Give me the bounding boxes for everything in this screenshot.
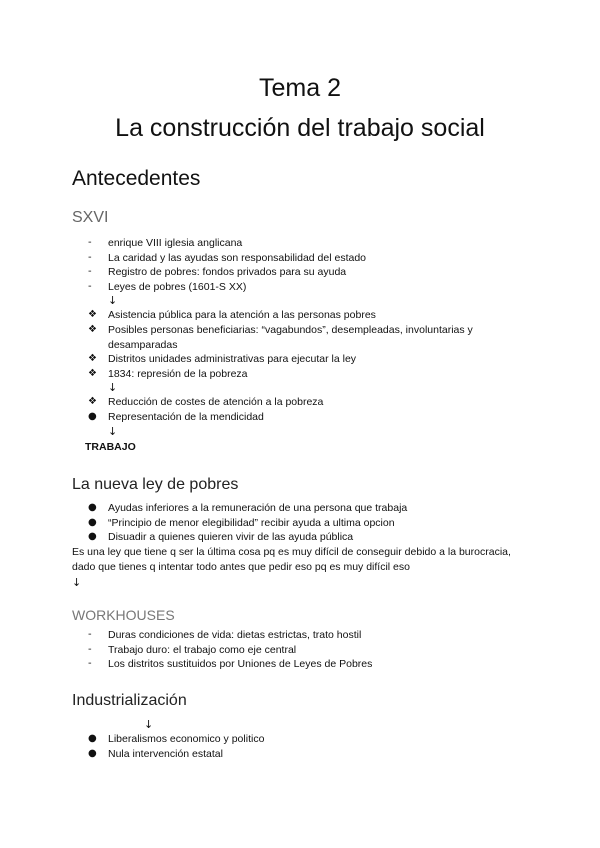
dash-marker: - xyxy=(88,251,92,263)
list-item-text: 1834: represión de la pobreza xyxy=(108,367,248,380)
list-item-text: Duras condiciones de vida: dietas estrictas, trato hostil xyxy=(108,629,362,641)
bullet-dot-icon: ● xyxy=(88,733,97,744)
bullet-dot-icon: ● xyxy=(88,516,97,528)
list-item xyxy=(88,251,528,266)
down-arrow-icon: ↓ xyxy=(108,424,118,438)
list-item-text: Leyes de pobres (1601-S XX) xyxy=(108,280,247,293)
list-item-text: Los distritos sustituidos por Uniones de Leyes de Pobres xyxy=(108,658,373,671)
list-item-text: Posibles personas beneficiarias: “vagabundos”, desempleadas, involuntarias y desamparadas xyxy=(108,323,473,351)
list-item xyxy=(88,367,528,382)
list-item-text: Distritos unidades administrativas para ejecutar la ley xyxy=(108,353,357,366)
list-item xyxy=(88,352,528,367)
list-item xyxy=(88,265,528,280)
heading-workhouses: WORKHOUSES xyxy=(72,607,175,623)
title-line-1: Tema 2 xyxy=(259,74,341,102)
bullet-dot-icon: ● xyxy=(88,531,97,543)
dash-marker: - xyxy=(88,629,92,640)
list-item xyxy=(88,410,528,425)
list-item xyxy=(88,643,528,658)
bullet-dot-icon: ● xyxy=(88,747,97,759)
list-item xyxy=(88,530,528,545)
list-item-text: Ayudas inferiores a la remuneración de una persona que trabaja xyxy=(108,502,408,514)
list-item-text: Reducción de costes de atención a la pobreza xyxy=(108,396,324,409)
title-line-2: La construcción del trabajo social xyxy=(115,114,485,142)
nueva-ley-paragraph: Es una ley que tiene q ser la última cosa pq es muy difícil de conseguir debido a la burocracia, dado que tienes q intentar todo antes que pedir eso pq es muy difícil eso xyxy=(72,546,511,573)
heading-nueva-ley: La nueva ley de pobres xyxy=(72,476,239,493)
list-item-text: Registro de pobres: fondos privados para su ayuda xyxy=(108,266,347,279)
list-item xyxy=(88,732,528,747)
diamond-bullet-icon: ❖ xyxy=(88,396,97,408)
heading-industrializacion: Industrialización xyxy=(72,692,187,709)
list-item-text: enrique VIII iglesia anglicana xyxy=(108,237,243,249)
list-item xyxy=(88,308,528,323)
dash-marker: - xyxy=(88,643,92,655)
list-item xyxy=(88,236,528,251)
list-item-text: Representación de la mendicidad xyxy=(108,410,264,423)
diamond-bullet-icon: ❖ xyxy=(88,323,97,335)
diamond-bullet-icon: ❖ xyxy=(88,309,97,321)
list-item-text: Disuadir a quienes quieren vivir de las ayuda pública xyxy=(108,531,354,544)
heading-antecedentes: Antecedentes xyxy=(72,167,201,190)
list-item-text: Asistencia pública para la atención a las personas pobres xyxy=(108,309,376,322)
diamond-bullet-icon: ❖ xyxy=(88,353,97,365)
list-item xyxy=(88,747,528,762)
bullet-dot-icon: ● xyxy=(88,410,97,422)
list-item xyxy=(88,501,528,516)
diamond-bullet-icon: ❖ xyxy=(88,367,97,379)
sxvi-list xyxy=(88,236,528,439)
list-item xyxy=(88,628,528,643)
down-arrow-icon: ↓ xyxy=(144,718,154,731)
trabajo-label: TRABAJO xyxy=(85,441,136,453)
nueva-ley-list xyxy=(88,501,528,545)
list-item-text: Trabajo duro: el trabajo como eje central xyxy=(108,643,297,656)
list-item-text: Nula intervención estatal xyxy=(108,747,223,760)
dash-marker: - xyxy=(88,280,92,292)
bullet-dot-icon: ● xyxy=(88,502,97,513)
list-item-text: “Principio de menor elegibilidad” recibir ayuda a ultima opcion xyxy=(108,516,395,529)
down-arrow-icon: ↓ xyxy=(72,576,82,589)
dash-marker: - xyxy=(88,658,92,670)
list-item xyxy=(88,516,528,531)
workhouses-list xyxy=(88,628,528,672)
list-item xyxy=(88,657,528,672)
dash-marker: - xyxy=(88,266,92,278)
heading-sxvi: SXVI xyxy=(72,209,109,226)
list-item-text: Liberalismos economico y politico xyxy=(108,733,265,745)
list-item xyxy=(88,395,528,410)
industrializacion-list xyxy=(88,732,528,761)
down-arrow-icon: ↓ xyxy=(108,294,118,308)
list-item xyxy=(88,280,528,295)
down-arrow-icon: ↓ xyxy=(108,381,118,395)
list-item xyxy=(88,323,528,352)
dash-marker: - xyxy=(88,237,92,248)
list-item-text: La caridad y las ayudas son responsabilidad del estado xyxy=(108,251,367,264)
